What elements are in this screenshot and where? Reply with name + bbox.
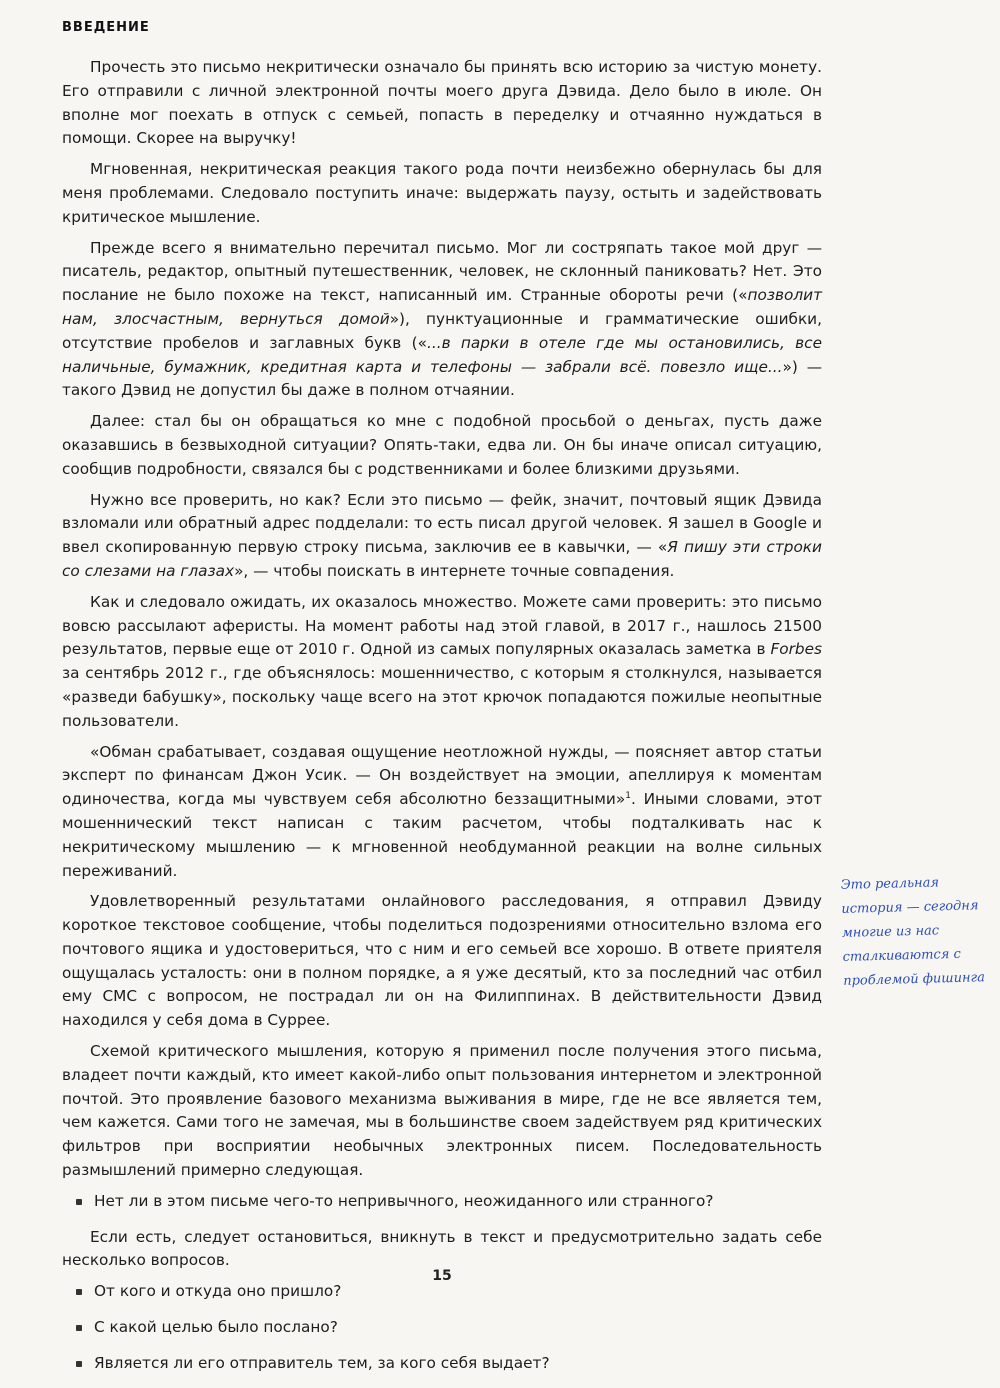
paragraph-3 [62,237,822,404]
list-item-text: От кого и откуда оно пришло? [94,1282,342,1301]
paragraph-7-text-b: . Иными словами, этот мошеннический текст написан с таким расчетом, чтобы подталкивать нас к некритическому мышлению — к мгновенной необдуманной реакции на волне сильных переживаний. [62,790,822,880]
page-number: 15 [432,1268,452,1284]
bullet-icon [76,1361,82,1367]
paragraph-10: Если есть, следует остановиться, вникнуть в текст и предусмотрительно задать себе несколько вопросов. [62,1227,822,1270]
bullet-list-1 [62,1190,822,1214]
bullet-icon [76,1289,82,1295]
paragraph-6-text-a: Как и следовало ожидать, их оказалось множество. Можете сами проверить: это письмо вовсю рассылают аферисты. На момент работы над этой главой, в 2017 г., нашлось 21500 результатов, первые еще от 2010 г. Одной из самых популярных оказалась заметка в [62,592,822,659]
list-item-text: Нет ли в этом письме чего-то непривычного, неожиданного или странного? [94,1191,714,1210]
list-item [62,1190,822,1214]
list-item-text: С какой целью было послано? [94,1318,338,1337]
paragraph-3-quote-1: позволит нам, злосчастным, вернуться домой [62,286,822,328]
paragraph-2: Мгновенная, некритическая реакция такого рода почти неизбежно обернулась бы для меня проблемами. Следовало поступить иначе: выдержать паузу, остыть и задействовать критическое мышление. [62,160,822,226]
paragraph-3-text-c: ») — такого Дэвид не допустил бы даже в полном отчаянии. [62,357,822,400]
paragraph-6-text-b: за сентябрь 2012 г., где объяснялось: мошенничество, с которым я столкнулся, называется «разведи бабушку», поскольку чаще всего на этот крючок попадаются пожилые неопытные пользователи. [62,664,822,730]
paragraph-7-text-a: «Обман срабатывает, создавая ощущение неотложной нужды, — поясняет автор статьи эксперт по финансам Джон Усик. — Он воздействует на эмоции, апеллируя к моментам одиночества, когда мы чувствуем себя абсолютно беззащитными» [62,742,822,809]
paragraph-5-quote: Я пишу эти строки со слезами на глазах [62,538,822,580]
paragraph-8: Удовлетворенный результатами онлайнового расследования, я отправил Дэвиду короткое текстовое сообщение, чтобы поделиться подозрениями относительно взлома его почтового ящика и удостовериться, что с ним и его семьей все хорошо. В ответе приятеля ощущалась усталость: они в полном порядке, а я уже десятый, кто за последний час отбил ему СМС с вопросом, не пострадал ли он на Филиппинах. В действительности Дэвид находился у себя дома в Суррее. [62,892,822,1030]
section-header: ВВЕДЕНИЕ [62,20,150,35]
bullet-list-2 [62,1280,822,1375]
paragraph-6-forbes: Forbes [770,640,822,659]
paragraph-5-text-b: », — чтобы поискать в интернете точные совпадения. [234,561,675,580]
paragraph-7 [62,741,822,884]
main-text [62,56,822,1388]
bullet-icon [76,1325,82,1331]
paragraph-3-text-b: »), пунктуационные и грамматические ошибки, отсутствие пробелов и заглавных букв (« [62,309,822,352]
paragraph-5 [62,489,822,584]
bullet-icon [76,1199,82,1205]
footnote-marker: 1 [625,791,631,802]
paragraph-9: Схемой критического мышления, которую я применил после получения этого письма, владеет почти каждый, кто имеет какой-либо опыт пользования интернетом и электронной почтой. Это проявление базового механизма выживания в мире, где не все является тем, чем кажется. Сами того не замечая, мы в большинстве своем задействуем ряд критических фильтров при восприятии необычных электронных писем. Последовательность размышлений примерно следующая. [62,1042,822,1180]
paragraph-1: Прочесть это письмо некритически означало бы принять всю историю за чистую монету. Его отправили с личной электронной почты моего друга Дэвида. Дело было в июле. Он вполне мог поехать в отпуск с семьей, попасть в переделку и отчаянно нуждаться в помощи. Скорее на выручку! [62,58,822,148]
list-item [62,1316,822,1340]
paragraph-3-text-a: Прежде всего я внимательно перечитал письмо. Мог ли состряпать такое мой друг — писатель, редактор, опытный путешественник, человек, не склонный паниковать? Нет. Это послание не было похоже на текст, написанный им. Странные обороты речи (« [62,238,822,305]
paragraph-4: Далее: стал бы он обращаться ко мне с подобной просьбой о деньгах, пусть даже оказавшись в безвыходной ситуации? Опять-таки, едва ли. Он бы иначе описал ситуацию, сообщив подробности, связался бы с родственниками и более близкими друзьями. [62,412,822,478]
list-item [62,1352,822,1376]
paragraph-5-text-a: Нужно все проверить, но как? Если это письмо — фейк, значит, почтовый ящик Дэвида взломали или обратный адрес подделали: то есть писал другой человек. Я зашел в Google и ввел скопированную первую строку письма, заключив ее в кавычки, — « [62,490,822,557]
paragraph-3-quote-2: ...в парки в отеле где мы остановились, все наличьные, бумажник, кредитная карта и телефоны — забрали всё. повезло ище... [62,333,823,376]
handwritten-margin-note: Это реальная история — сегодня многие из нас сталкиваются с проблемой фишинга [840,875,986,989]
paragraph-6 [62,591,822,734]
list-item-text: Является ли его отправитель тем, за кого себя выдает? [94,1353,550,1372]
